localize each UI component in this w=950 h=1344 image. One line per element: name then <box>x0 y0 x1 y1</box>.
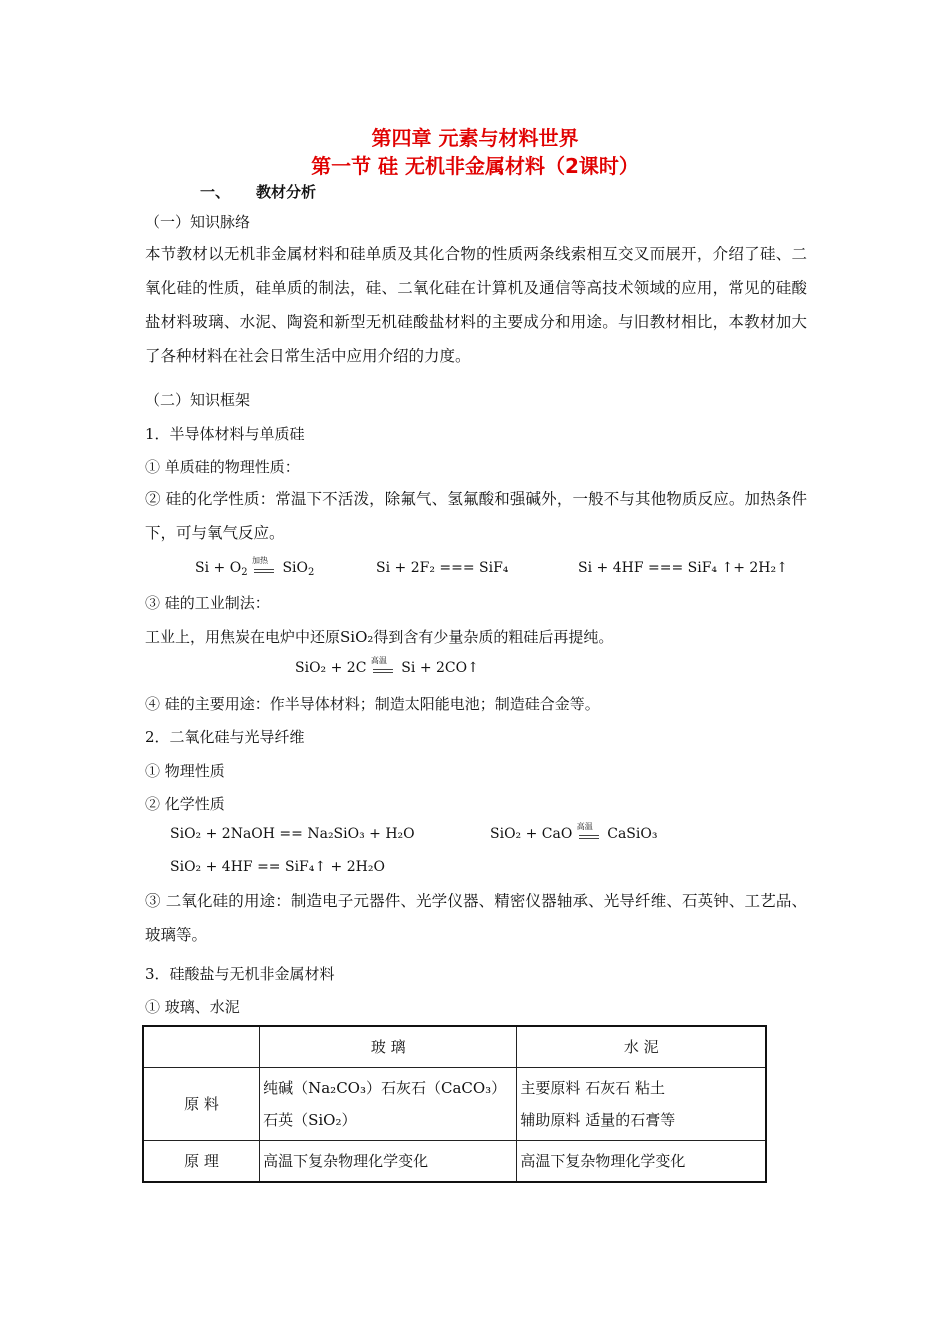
section1-item2: ② 硅的化学性质：常温下不活泼，除氟气、氢氟酸和强碱外，一般不与其他物质反应。加热条件下，可与氧气反应。 <box>145 490 807 542</box>
table-row-label-principle: 原 理 <box>143 1141 260 1183</box>
table-cell-glass-principle: 高温下复杂物理化学变化 <box>260 1141 517 1183</box>
table-cell-cement-principle: 高温下复杂物理化学变化 <box>517 1141 766 1183</box>
section2-item2: ② 化学性质 <box>145 795 225 813</box>
equation-si-f2: Si + 2F₂ === SiF₄ <box>376 560 509 576</box>
part1-label: （一）知识脉络 <box>145 213 251 231</box>
condition-heat: 加热 <box>252 561 278 575</box>
condition-high-temp: 高温 <box>371 661 397 675</box>
section3-item1: ① 玻璃、水泥 <box>145 998 240 1016</box>
equation-sio2-c: SiO₂ + 2C 高温 Si + 2CO↑ <box>295 656 479 676</box>
section1-item3: ③ 硅的工业制法： <box>145 594 270 612</box>
section-title: 第一节 硅 无机非金属材料（2课时） <box>311 154 639 178</box>
table-row <box>143 1068 766 1141</box>
section2-item1: ① 物理性质 <box>145 762 225 780</box>
table-corner-cell <box>143 1026 260 1068</box>
section1-item3-text: 工业上，用焦炭在电炉中还原SiO₂得到含有少量杂质的粗硅后再提纯。 <box>145 628 614 646</box>
section3-heading: 3．硅酸盐与无机非金属材料 <box>145 965 335 983</box>
part2-label: （二）知识框架 <box>145 391 251 409</box>
equation-si-hf: Si + 4HF === SiF₄ ↑+ 2H₂↑ <box>578 560 788 576</box>
heading-number: 一、 <box>200 183 231 201</box>
part1-paragraph: 本节教材以无机非金属材料和硅单质及其化合物的性质两条线索相互交叉而展开，介绍了硅、二氧化硅的性质，硅单质的制法，硅、二氧化硅在计算机及通信等高技术领域的应用，常见的硅酸盐材料玻璃、水泥、陶瓷和新型无机硅酸盐材料的主要成分和用途。与旧教材相比，本教材加大了各种材料在社会日常生活中应用介绍的力度。 <box>145 245 807 365</box>
chapter-title: 第四章 元素与材料世界 <box>371 126 579 150</box>
table-header-cement: 水 泥 <box>517 1026 766 1068</box>
table-row <box>143 1141 766 1183</box>
equation-sio2-hf: SiO₂ + 4HF == SiF₄↑ + 2H₂O <box>170 859 385 875</box>
equation-sio2-naoh: SiO₂ + 2NaOH == Na₂SiO₃ + H₂O <box>170 826 415 842</box>
heading-text: 教材分析 <box>256 183 317 201</box>
table-header-row <box>143 1026 766 1068</box>
condition-high-temp: 高温 <box>577 827 603 841</box>
equation-si-o2: $Si + O_2$ 加热 SiO$_2$ <box>195 556 315 578</box>
section1-heading: 1．半导体材料与单质硅 <box>145 425 305 443</box>
table-header-glass: 玻 璃 <box>260 1026 517 1068</box>
cement-aux-materials: 辅助原料 适量的石膏等 <box>520 1111 676 1129</box>
table-cell-glass-materials: 纯碱（Na₂CO₃）石灰石（CaCO₃）石英（SiO₂） <box>260 1068 517 1141</box>
cement-main-materials: 主要原料 石灰石 粘土 <box>520 1079 665 1097</box>
section2-heading: 2．二氧化硅与光导纤维 <box>145 728 305 746</box>
table-cell-cement-materials <box>517 1068 766 1141</box>
table-row-label-materials: 原 料 <box>143 1068 260 1141</box>
section1-item4: ④ 硅的主要用途：作半导体材料；制造太阳能电池；制造硅合金等。 <box>145 695 600 713</box>
heading-material-analysis <box>200 181 316 202</box>
equation-sio2-cao: SiO₂ + CaO 高温 CaSiO₃ <box>490 822 658 842</box>
section2-item3: ③ 二氧化硅的用途：制造电子元器件、光学仪器、精密仪器轴承、光导纤维、石英钟、工艺品、玻璃等。 <box>145 892 807 944</box>
materials-table <box>142 1025 767 1183</box>
section1-item1: ① 单质硅的物理性质： <box>145 458 300 476</box>
